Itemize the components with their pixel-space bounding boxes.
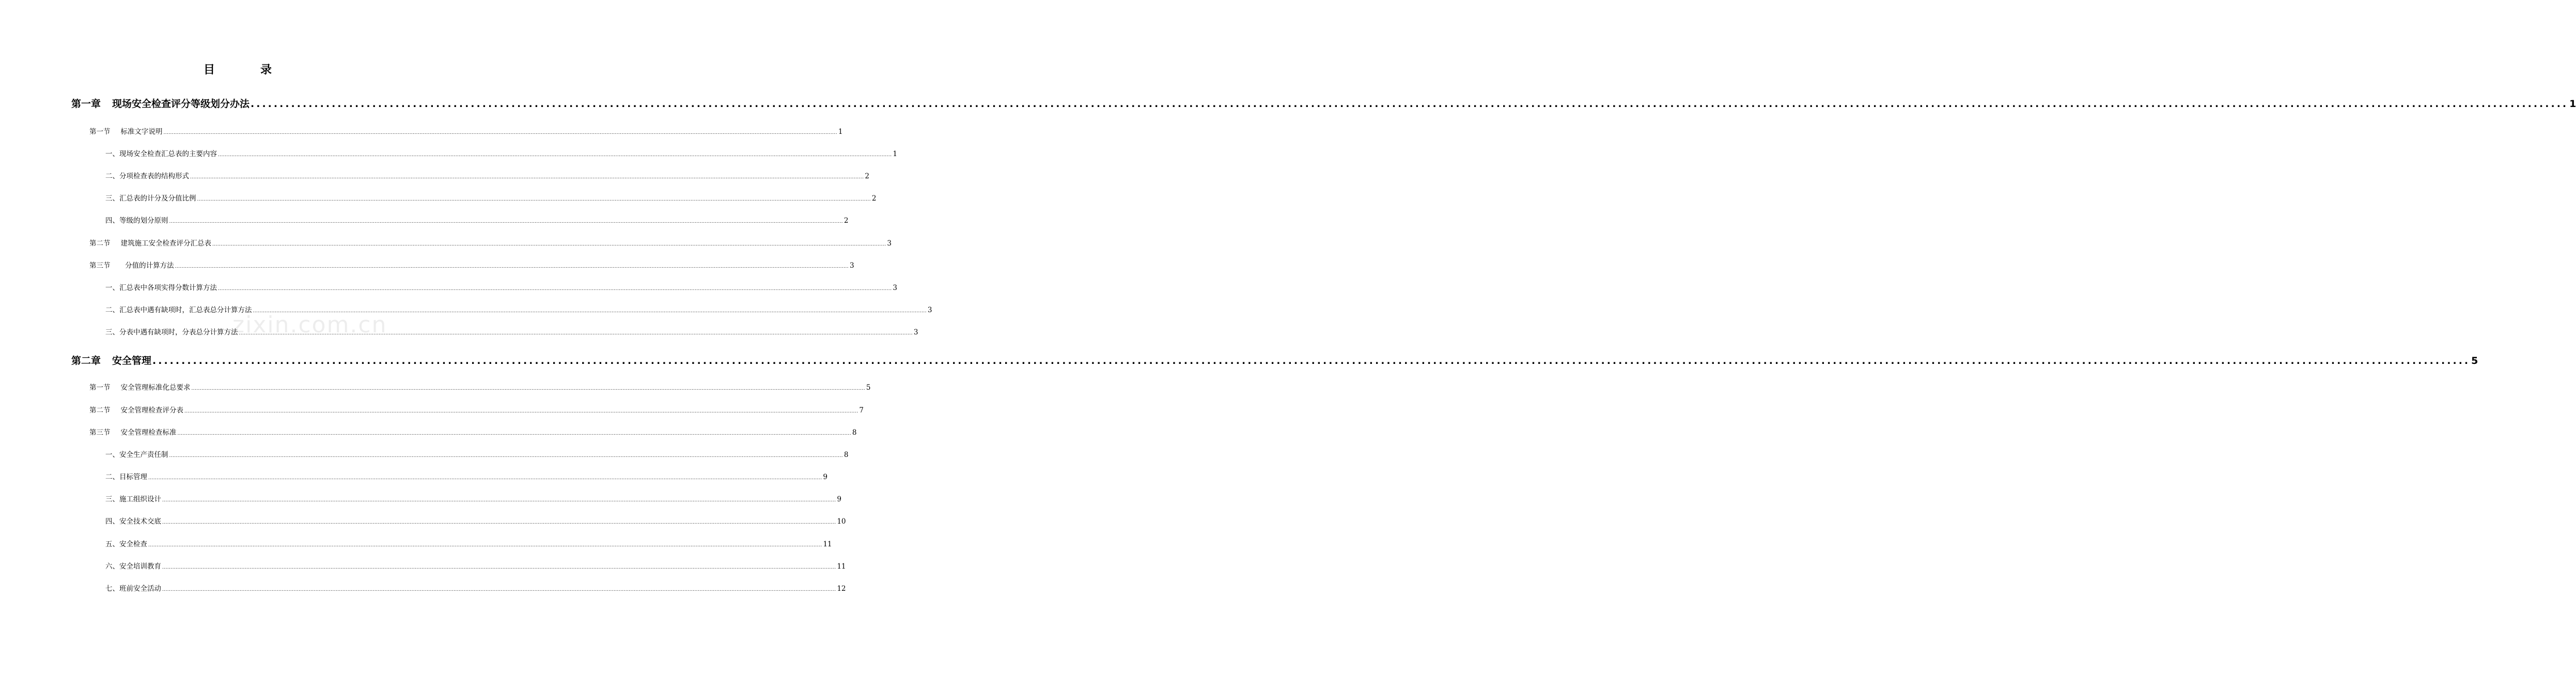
toc-entry-text: 一、安全生产责任制 bbox=[105, 451, 168, 459]
toc-entry-text: 一、汇总表中各项实得分数计算方法 bbox=[105, 284, 217, 292]
toc-entry-text: 标准文字说明 bbox=[120, 128, 163, 136]
toc-entry-text: 三、施工组织设计 bbox=[105, 495, 161, 503]
toc-leader-dots: ................................................................................................................................................................................................................................................................................................................................................................................................................ bbox=[212, 242, 886, 247]
toc-entry-label bbox=[105, 326, 238, 336]
toc-page-number: 1 bbox=[2569, 98, 2576, 110]
toc-page-number: 11 bbox=[837, 562, 846, 571]
title-char-2: 录 bbox=[260, 64, 272, 77]
toc-entry-prefix: 第三节 bbox=[89, 262, 111, 270]
toc-entry-text: 四、安全技术交底 bbox=[105, 517, 161, 526]
watermark: zixin.com.cn bbox=[232, 312, 387, 338]
toc-entry[interactable] bbox=[105, 148, 897, 158]
toc-entry-label bbox=[105, 583, 161, 593]
toc-entry-label bbox=[105, 515, 161, 526]
toc-entry[interactable] bbox=[89, 237, 892, 248]
toc-entry-prefix: 第二节 bbox=[89, 239, 111, 248]
toc-page-number: 1 bbox=[838, 128, 843, 136]
toc-page-number: 2 bbox=[871, 194, 877, 203]
toc-leader-dots: ................................................................................................................................................................................................................................................................................................................................................................................................................ bbox=[162, 520, 836, 525]
toc-leader-dots: ................................................................................................................................................................................................................................................................................................................................................................................................................ bbox=[152, 355, 2471, 366]
toc-page-number: 5 bbox=[866, 384, 871, 392]
toc-entry-label bbox=[89, 259, 174, 270]
toc-entry-label bbox=[105, 215, 168, 225]
toc-entry-text: 二、目标管理 bbox=[105, 473, 147, 481]
toc-entry[interactable] bbox=[105, 326, 918, 336]
toc-entry[interactable] bbox=[105, 449, 849, 459]
toc-leader-dots: ................................................................................................................................................................................................................................................................................................................................................................................................................ bbox=[175, 264, 849, 269]
toc-leader-dots: ................................................................................................................................................................................................................................................................................................................................................................................................................ bbox=[162, 498, 836, 503]
toc-page-number: 9 bbox=[837, 495, 841, 503]
toc-entry-label bbox=[105, 493, 161, 503]
toc-entry-label bbox=[105, 560, 161, 571]
toc-entry-prefix: 第二章 bbox=[71, 355, 101, 366]
toc-entry-label bbox=[71, 96, 249, 110]
toc-entry-label bbox=[105, 170, 189, 180]
toc-entry-label bbox=[105, 538, 147, 548]
toc-page-number: 7 bbox=[859, 406, 864, 415]
toc-page-number: 10 bbox=[837, 517, 846, 526]
toc-leader-dots: ................................................................................................................................................................................................................................................................................................................................................................................................................ bbox=[162, 587, 836, 592]
toc-entry-text: 四、等级的划分原则 bbox=[105, 217, 168, 225]
toc-leader-dots: ................................................................................................................................................................................................................................................................................................................................................................................................................ bbox=[239, 331, 913, 336]
toc-entry-label bbox=[105, 192, 196, 203]
toc-leader-dots: ................................................................................................................................................................................................................................................................................................................................................................................................................ bbox=[251, 98, 2569, 110]
toc-entry-text: 三、汇总表的计分及分值比例 bbox=[105, 194, 196, 203]
toc-page-number: 11 bbox=[823, 540, 832, 548]
toc-page-number: 3 bbox=[849, 262, 854, 270]
toc-page-number: 3 bbox=[887, 239, 892, 248]
toc-entry-text: 二、汇总表中遇有缺项时，汇总表总分计算方法 bbox=[105, 306, 252, 314]
toc-leader-dots: ................................................................................................................................................................................................................................................................................................................................................................................................................ bbox=[218, 286, 892, 292]
toc-entry-text: 安全管理检查评分表 bbox=[120, 406, 183, 415]
toc-entry-prefix: 第二节 bbox=[89, 406, 111, 415]
toc-entry-prefix: 第一节 bbox=[89, 128, 111, 136]
toc-entry[interactable] bbox=[71, 353, 2478, 367]
toc-entry-text: 三、分表中遇有缺项时，分表总分计算方法 bbox=[105, 328, 238, 336]
toc-entry-prefix: 第一章 bbox=[71, 98, 101, 110]
toc-entry-label bbox=[105, 471, 147, 481]
toc-entry-label bbox=[89, 237, 211, 248]
toc-entry[interactable] bbox=[105, 583, 846, 593]
toc-entry-text: 建筑施工安全检查评分汇总表 bbox=[120, 239, 211, 248]
toc-entry[interactable] bbox=[89, 381, 871, 392]
toc-leader-dots: ................................................................................................................................................................................................................................................................................................................................................................................................................ bbox=[191, 386, 865, 391]
toc-entry[interactable] bbox=[89, 426, 857, 437]
toc-entry[interactable] bbox=[71, 96, 2576, 110]
toc-leader-dots: ................................................................................................................................................................................................................................................................................................................................................................................................................ bbox=[148, 476, 822, 481]
toc-entry-text: 一、现场安全检查汇总表的主要内容 bbox=[105, 150, 217, 158]
toc-entry-label bbox=[89, 426, 177, 437]
toc-page-number: 12 bbox=[837, 585, 846, 593]
toc-page-number: 3 bbox=[927, 306, 932, 314]
toc-entry-label bbox=[105, 304, 252, 314]
toc-leader-dots: ................................................................................................................................................................................................................................................................................................................................................................................................................ bbox=[184, 409, 858, 414]
toc-entry[interactable] bbox=[105, 282, 897, 292]
toc-entry-label bbox=[105, 449, 168, 459]
toc-entry[interactable] bbox=[105, 515, 846, 526]
toc-page-number: 1 bbox=[893, 150, 897, 158]
toc-entry[interactable] bbox=[105, 560, 846, 571]
toc-entry-prefix: 第一节 bbox=[89, 384, 111, 392]
toc-page-number: 2 bbox=[844, 217, 849, 225]
toc-leader-dots: ................................................................................................................................................................................................................................................................................................................................................................................................................ bbox=[148, 543, 822, 548]
toc-entry-text: 六、安全培训教育 bbox=[105, 562, 161, 571]
toc-leader-dots: ................................................................................................................................................................................................................................................................................................................................................................................................................ bbox=[197, 197, 871, 202]
toc-page-number: 3 bbox=[893, 284, 897, 292]
toc-page-number: 5 bbox=[2471, 355, 2478, 366]
toc-leader-dots: ................................................................................................................................................................................................................................................................................................................................................................................................................ bbox=[162, 565, 836, 570]
toc-entry[interactable] bbox=[105, 538, 832, 548]
toc-entry-label bbox=[105, 282, 217, 292]
toc-entry-label bbox=[89, 126, 163, 136]
toc-entry-prefix: 第三节 bbox=[89, 429, 111, 437]
toc-leader-dots: ................................................................................................................................................................................................................................................................................................................................................................................................................ bbox=[190, 175, 864, 180]
toc-entry[interactable] bbox=[105, 304, 932, 314]
toc-page-number: 8 bbox=[852, 429, 857, 437]
toc-page-number: 3 bbox=[913, 328, 918, 336]
toc-entry-text: 安全管理标准化总要求 bbox=[120, 384, 191, 392]
toc-page-number: 2 bbox=[865, 172, 869, 180]
toc-entry-text: 五、安全检查 bbox=[105, 540, 147, 548]
toc-leader-dots: ................................................................................................................................................................................................................................................................................................................................................................................................................ bbox=[218, 152, 892, 158]
toc-entry[interactable] bbox=[105, 192, 877, 203]
toc-leader-dots: ................................................................................................................................................................................................................................................................................................................................................................................................................ bbox=[253, 309, 927, 314]
toc-leader-dots: ................................................................................................................................................................................................................................................................................................................................................................................................................ bbox=[169, 219, 843, 224]
toc-entry[interactable] bbox=[89, 259, 854, 270]
toc-entry-text: 七、班前安全活动 bbox=[105, 585, 161, 593]
toc-entry-label bbox=[89, 404, 183, 415]
toc-entry[interactable] bbox=[89, 126, 843, 136]
toc-leader-dots: ................................................................................................................................................................................................................................................................................................................................................................................................................ bbox=[169, 453, 843, 458]
toc-entry-text: 安全管理 bbox=[112, 355, 152, 366]
toc-entry[interactable] bbox=[105, 215, 849, 225]
toc-entry-text: 分值的计算方法 bbox=[120, 262, 174, 270]
toc-page-number: 8 bbox=[844, 451, 849, 459]
toc-entry-label bbox=[89, 381, 191, 392]
toc-entry-label bbox=[71, 353, 151, 367]
toc-entry-text: 二、分项检查表的结构形式 bbox=[105, 172, 189, 180]
title-char-1: 目 bbox=[203, 64, 215, 77]
toc-entry-text: 现场安全检查评分等级划分办法 bbox=[112, 98, 250, 110]
toc-entry[interactable] bbox=[105, 471, 828, 481]
toc-page-number: 9 bbox=[823, 473, 828, 481]
toc-entry[interactable] bbox=[105, 170, 869, 180]
toc-leader-dots: ................................................................................................................................................................................................................................................................................................................................................................................................................ bbox=[163, 130, 837, 135]
toc-entry-text: 安全管理检查标准 bbox=[120, 429, 177, 437]
page-title bbox=[0, 61, 475, 77]
toc-entry-label bbox=[105, 148, 217, 158]
toc-entry[interactable] bbox=[89, 404, 864, 415]
toc-leader-dots: ................................................................................................................................................................................................................................................................................................................................................................................................................ bbox=[177, 431, 851, 436]
toc-entry[interactable] bbox=[105, 493, 841, 503]
